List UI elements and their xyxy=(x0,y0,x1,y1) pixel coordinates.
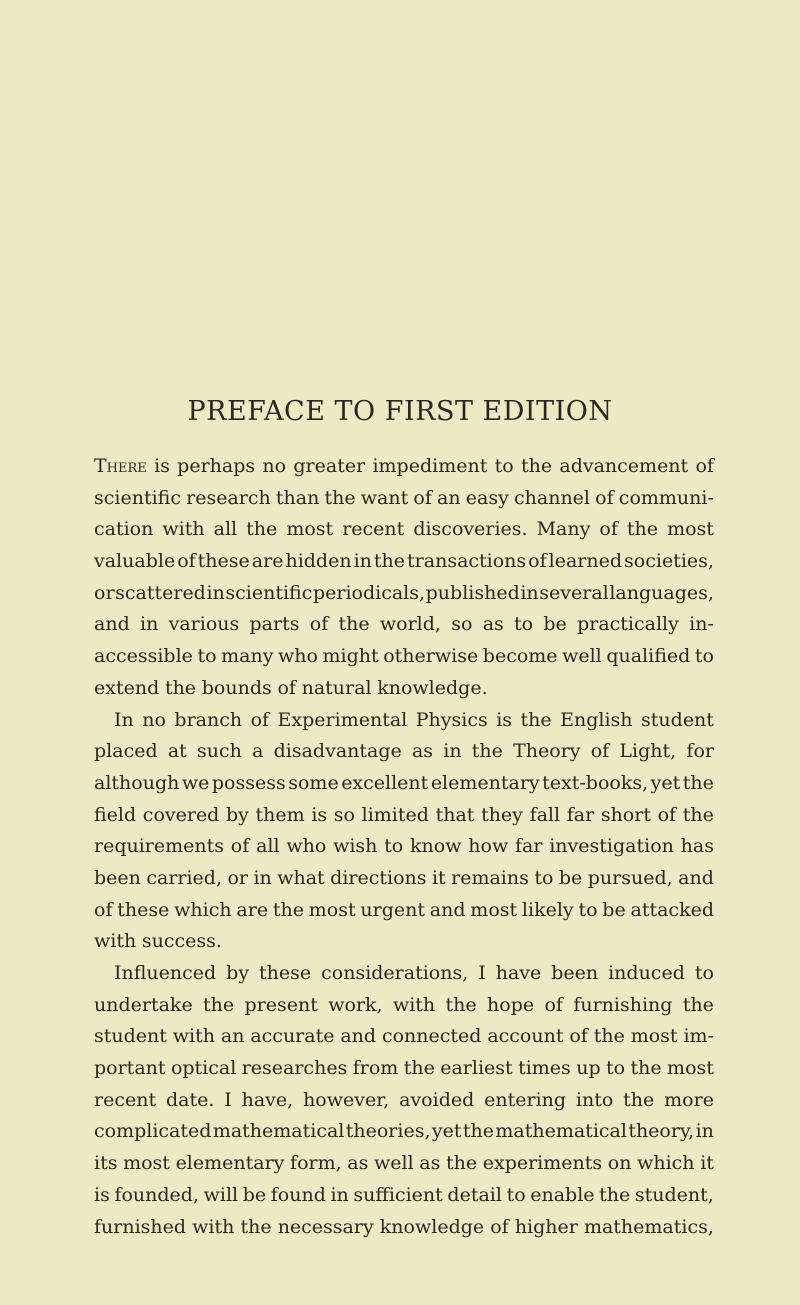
preface-body xyxy=(94,451,714,1243)
text-line: or scattered in scientific periodicals, published in several languages, xyxy=(94,581,714,604)
text-line: There is perhaps no greater impediment to the advancement of xyxy=(94,455,714,477)
text-line: requirements of all who wish to know how far investigation has xyxy=(94,835,714,858)
text-line: complicated mathematical theories, yet the mathematical theory, in xyxy=(94,1120,714,1143)
text-line: cation with all the most recent discoveries. Many of the most xyxy=(94,518,714,541)
text-line: scientific research than the want of an easy channel of communi- xyxy=(94,486,714,509)
text-line: portant optical researches from the earliest times up to the most xyxy=(94,1057,714,1080)
text-line: valuable of these are hidden in the transactions of learned societies, xyxy=(94,550,714,573)
text-line: student with an accurate and connected account of the most im- xyxy=(94,1025,714,1048)
text-line: furnished with the necessary knowledge of higher mathematics, xyxy=(94,1215,714,1238)
text-line: field covered by them is so limited that they fall far short of the xyxy=(94,803,714,826)
text-line: In no branch of Experimental Physics is the English student xyxy=(114,708,714,731)
text-line: extend the bounds of natural knowledge. xyxy=(94,676,488,699)
text-line: accessible to many who might otherwise become well qualified to xyxy=(94,645,714,668)
text-line: with success. xyxy=(94,930,222,953)
text-line: undertake the present work, with the hope of furnishing the xyxy=(94,993,714,1016)
page-title: PREFACE TO FIRST EDITION xyxy=(187,396,613,427)
text-line: although we possess some excellent elementary text-books, yet the xyxy=(94,771,714,794)
text-line: been carried, or in what directions it remains to be pursued, and xyxy=(94,866,714,889)
text-line: recent date. I have, however, avoided entering into the more xyxy=(94,1088,714,1111)
text-line: placed at such a disadvantage as in the Theory of Light, for xyxy=(94,740,714,763)
text-line: of these which are the most urgent and most likely to be attacked xyxy=(94,898,714,921)
text-line: its most elementary form, as well as the experiments on which it xyxy=(94,1152,714,1175)
text-line: and in various parts of the world, so as to be practically in- xyxy=(94,613,714,636)
text-line: is founded, will be found in sufficient detail to enable the student, xyxy=(94,1183,714,1206)
text-line: Influenced by these considerations, I have been induced to xyxy=(114,962,714,984)
